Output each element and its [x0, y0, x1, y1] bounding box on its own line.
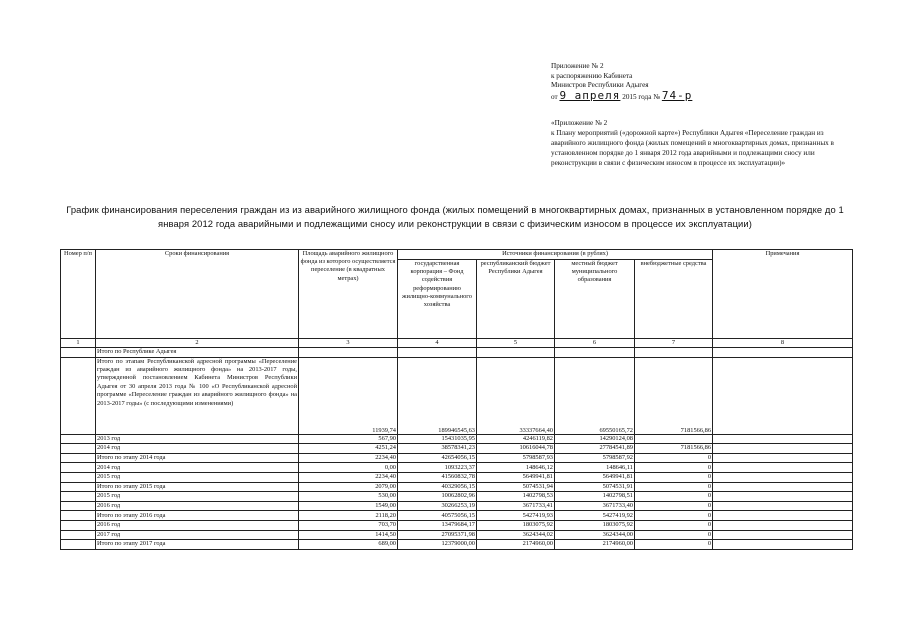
cell-notes — [713, 492, 853, 502]
cell-notes — [713, 520, 853, 530]
cell-local: 27784541,89 — [555, 444, 635, 454]
cell-rep: 5798587,93 — [477, 453, 555, 463]
cell-label: 2016 год — [96, 501, 299, 511]
cell-total-label: Итого по Республике Адыгея — [96, 348, 299, 358]
cell-area: 4251,24 — [299, 444, 398, 454]
cell-empty — [299, 348, 398, 358]
cell-label: 2014 год — [96, 444, 299, 454]
cell-rep: 5074531,94 — [477, 482, 555, 492]
cell-rep: 1402798,53 — [477, 492, 555, 502]
header-src-local: местный бюджет муниципального образования — [555, 260, 635, 339]
appendix-line-3: Министров Республики Адыгея — [551, 81, 649, 90]
colnum-4: 4 — [398, 339, 477, 348]
cell-empty — [713, 348, 853, 358]
cell-extra: 0 — [635, 492, 713, 502]
cell-rep: 1803075,92 — [477, 520, 555, 530]
cell-extra: 7181566,86 — [635, 444, 713, 454]
table-body-rows — [61, 434, 853, 549]
cell-local: 5427419,92 — [555, 511, 635, 521]
header-src-extra: внебюджетные средства — [635, 260, 713, 339]
cell-label: 2015 год — [96, 492, 299, 502]
table-row — [61, 501, 853, 511]
table-row — [61, 511, 853, 521]
appendix-line-1: Приложение № 2 — [551, 62, 604, 70]
cell-num — [61, 511, 96, 521]
cell-label: 2015 год — [96, 472, 299, 482]
table-row — [61, 463, 853, 473]
cell-extra: 0 — [635, 520, 713, 530]
cell-notes — [713, 511, 853, 521]
cell-fund: 13479684,17 — [398, 520, 477, 530]
cell-program-fund: 189946545,63 — [398, 357, 477, 434]
cell-fund: 27095371,98 — [398, 530, 477, 540]
cell-num — [61, 520, 96, 530]
cell-local: 14290124,08 — [555, 434, 635, 444]
cell-extra: 0 — [635, 530, 713, 540]
appendix-quote-body: к Плану мероприятий («дорожной карте») Республики Адыгея «Переселение граждан из аварийного жилищного фонда (жилых помещений в многоквартирных домах, признанных в установленном порядке до 1 января 2012 года аварийными и подлежащими сносу или реконструкции в связи с физическим износом в процессе их эксплуатации)» — [551, 129, 834, 167]
cell-label: 2013 год — [96, 434, 299, 444]
table-row — [61, 492, 853, 502]
cell-num — [61, 540, 96, 550]
cell-num — [61, 357, 96, 434]
appendix-date-line — [551, 88, 851, 103]
cell-extra: 0 — [635, 453, 713, 463]
cell-notes — [713, 482, 853, 492]
cell-empty — [555, 348, 635, 358]
cell-num — [61, 348, 96, 358]
cell-fund: 41560832,78 — [398, 472, 477, 482]
table-row — [61, 444, 853, 454]
appendix-quote-line-1: «Приложение № 2 — [551, 119, 608, 127]
document-title: График финансирования переселения граждан из из аварийного жилищного фонда (жилых помещений в многоквартирных домах, признанных в установленном порядке до 1 января 2012 года аварийными и подлежащими сносу или реконструкции в связи с физическим износом в процессе их эксплуатации) — [66, 204, 844, 229]
cell-num — [61, 482, 96, 492]
cell-area: 689,00 — [299, 540, 398, 550]
table-row-total — [61, 348, 853, 358]
cell-extra: 0 — [635, 463, 713, 473]
cell-fund: 12379000,00 — [398, 540, 477, 550]
cell-fund: 10062802,96 — [398, 492, 477, 502]
cell-label: Итого по этапу 2015 года — [96, 482, 299, 492]
cell-local: 1402798,51 — [555, 492, 635, 502]
cell-local: 5649941,81 — [555, 472, 635, 482]
appendix-line-2: к распоряжению Кабинета — [551, 71, 633, 80]
cell-label: Итого по этапу 2017 года — [96, 540, 299, 550]
cell-rep: 5649941,81 — [477, 472, 555, 482]
handwritten-number: 74-р — [661, 88, 693, 102]
cell-extra: 0 — [635, 511, 713, 521]
cell-program-extra: 7181566,86 — [635, 357, 713, 434]
cell-rep: 4246119,82 — [477, 434, 555, 444]
header-row-1 — [61, 250, 853, 260]
cell-num — [61, 463, 96, 473]
header-src-republic: республиканский бюджет Республики Адыгея — [477, 260, 555, 339]
cell-notes — [713, 501, 853, 511]
cell-area: 2079,00 — [299, 482, 398, 492]
cell-notes — [713, 463, 853, 473]
colnum-2: 2 — [96, 339, 299, 348]
cell-empty — [635, 348, 713, 358]
cell-fund: 15431035,95 — [398, 434, 477, 444]
cell-label: 2017 год — [96, 530, 299, 540]
cell-rep: 3624344,02 — [477, 530, 555, 540]
appendix-quote-block — [551, 118, 851, 168]
cell-notes — [713, 434, 853, 444]
cell-local: 3624344,00 — [555, 530, 635, 540]
cell-fund: 1093223,37 — [398, 463, 477, 473]
column-numbers-row — [61, 339, 853, 348]
cell-num — [61, 472, 96, 482]
cell-fund: 42654056,15 — [398, 453, 477, 463]
cell-num — [61, 444, 96, 454]
cell-num — [61, 434, 96, 444]
colnum-3: 3 — [299, 339, 398, 348]
cell-area: 703,70 — [299, 520, 398, 530]
table-row — [61, 472, 853, 482]
table-row — [61, 520, 853, 530]
date-year: 2015 года № — [622, 92, 661, 101]
cell-rep: 5427419,93 — [477, 511, 555, 521]
cell-local: 2174960,00 — [555, 540, 635, 550]
cell-rep: 2174960,00 — [477, 540, 555, 550]
table-row — [61, 530, 853, 540]
cell-num — [61, 530, 96, 540]
cell-empty — [477, 348, 555, 358]
cell-num — [61, 453, 96, 463]
financing-table — [60, 249, 853, 550]
cell-notes — [713, 540, 853, 550]
cell-local: 1803075,92 — [555, 520, 635, 530]
colnum-1: 1 — [61, 339, 96, 348]
colnum-5: 5 — [477, 339, 555, 348]
cell-extra: 0 — [635, 540, 713, 550]
cell-fund: 40575056,15 — [398, 511, 477, 521]
table-row-program — [61, 357, 853, 434]
cell-extra: 0 — [635, 482, 713, 492]
cell-num — [61, 501, 96, 511]
cell-notes — [713, 530, 853, 540]
cell-empty — [398, 348, 477, 358]
cell-notes — [713, 444, 853, 454]
cell-notes — [713, 472, 853, 482]
cell-label: Итого по этапу 2014 года — [96, 453, 299, 463]
cell-label: 2016 год — [96, 520, 299, 530]
header-period: Сроки финансирования — [96, 250, 299, 339]
cell-extra: 0 — [635, 472, 713, 482]
cell-program-rep: 33337664,40 — [477, 357, 555, 434]
cell-area: 567,90 — [299, 434, 398, 444]
colnum-8: 8 — [713, 339, 853, 348]
cell-num — [61, 492, 96, 502]
cell-rep: 10616044,78 — [477, 444, 555, 454]
cell-fund: 40329056,15 — [398, 482, 477, 492]
cell-area: 1549,00 — [299, 501, 398, 511]
cell-notes — [713, 453, 853, 463]
cell-rep: 3671733,41 — [477, 501, 555, 511]
header-sources: Источники финансирования (в рублях) — [398, 250, 713, 260]
cell-program-notes — [713, 357, 853, 434]
cell-rep: 148646,12 — [477, 463, 555, 473]
cell-area: 2234,40 — [299, 453, 398, 463]
header-src-fund: государственная корпорация – Фонд содействия реформированию жилищно-коммунального хозяйства — [398, 260, 477, 339]
cell-extra — [635, 434, 713, 444]
header-area: Площадь аварийного жилищного фонда из которого осуществляется переселение (в квадратных метрах) — [299, 250, 398, 339]
table-row — [61, 540, 853, 550]
cell-local: 148646,11 — [555, 463, 635, 473]
table-row — [61, 434, 853, 444]
cell-area: 530,00 — [299, 492, 398, 502]
cell-fund: 38578341,23 — [398, 444, 477, 454]
colnum-6: 6 — [555, 339, 635, 348]
handwritten-date: 9 апреля — [559, 88, 621, 102]
cell-local: 5798587,92 — [555, 453, 635, 463]
cell-label: 2014 год — [96, 463, 299, 473]
colnum-7: 7 — [635, 339, 713, 348]
cell-area: 1414,50 — [299, 530, 398, 540]
cell-area: 2118,20 — [299, 511, 398, 521]
cell-program-area: 11939,74 — [299, 357, 398, 434]
cell-extra: 0 — [635, 501, 713, 511]
appendix-header — [551, 62, 851, 102]
cell-label: Итого по этапу 2016 года — [96, 511, 299, 521]
cell-area: 2234,40 — [299, 472, 398, 482]
table-row — [61, 482, 853, 492]
table-row — [61, 453, 853, 463]
header-notes: Примечания — [713, 250, 853, 339]
cell-fund: 30266253,19 — [398, 501, 477, 511]
cell-program-label: Итого по этапам Республиканской адресной программы «Переселение граждан из аварийного жилищного фонда» на 2013-2017 годы, утвержденной постановлением Кабинета Министров Республики Адыгея от 30 апреля 2013 года № 100 «О Республиканской адресной программе «Переселение граждан из аварийного жилищного фонда» на 2013-2017 годы» (с последующими изменениями) — [96, 357, 299, 434]
cell-area: 0,00 — [299, 463, 398, 473]
cell-program-local: 69550165,72 — [555, 357, 635, 434]
cell-local: 5074531,91 — [555, 482, 635, 492]
header-num: Номер п/п — [61, 250, 96, 339]
date-prefix: от — [551, 92, 558, 101]
cell-local: 3671733,40 — [555, 501, 635, 511]
